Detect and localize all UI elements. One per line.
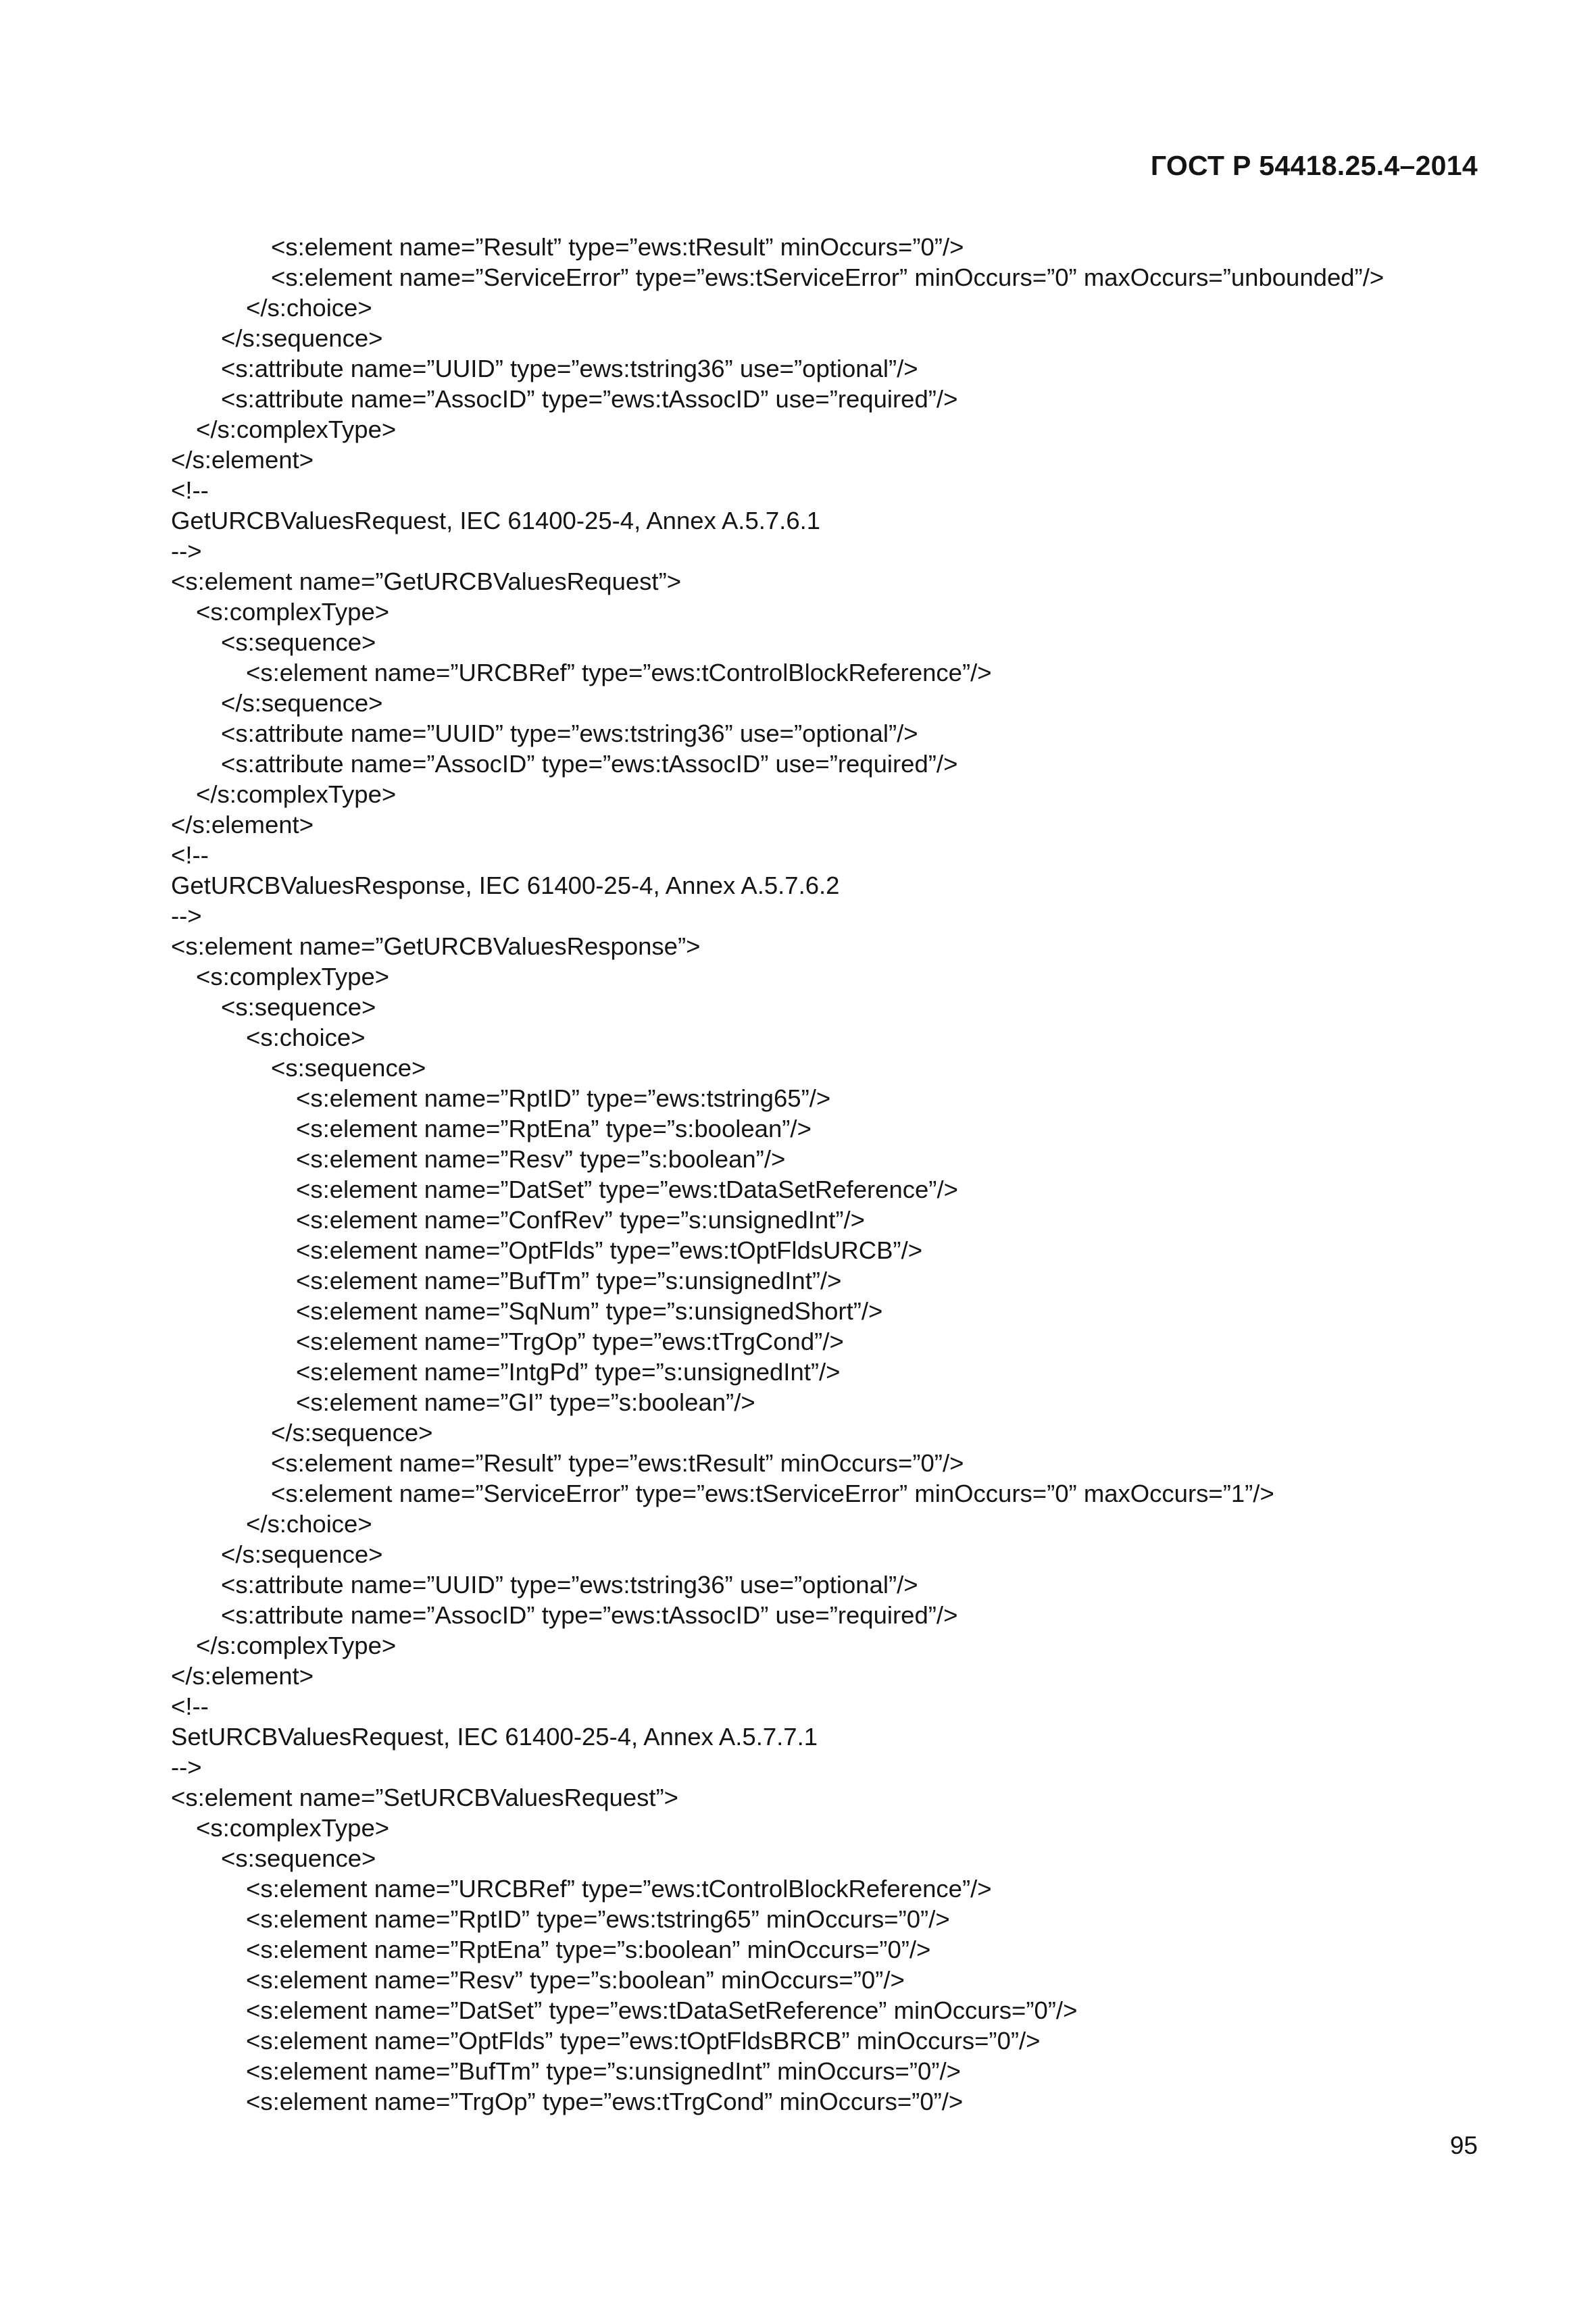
code-line: <s:element name=”GetURCBValuesResponse”> [171, 932, 701, 960]
code-line: <s:element name=”RptEna” type=”s:boolean” minOccurs=”0”/> [246, 1936, 931, 1963]
xml-schema-code-listing [171, 232, 1489, 2117]
code-line: <s:element name=”RptID” type=”ews:tstring65” minOccurs=”0”/> [246, 1905, 950, 1933]
code-line: <s:element name=”ConfRev” type=”s:unsignedInt”/> [296, 1206, 865, 1234]
code-line: <s:element name=”URCBRef” type=”ews:tControlBlockReference”/> [246, 659, 992, 686]
code-line: <s:element name=”Result” type=”ews:tResult” minOccurs=”0”/> [271, 233, 964, 261]
code-line: SetURCBValuesRequest, IEC 61400-25-4, Annex A.5.7.7.1 [171, 1723, 818, 1751]
code-line: <s:element name=”OptFlds” type=”ews:tOptFldsURCB”/> [296, 1236, 923, 1264]
code-line: </s:sequence> [221, 689, 383, 717]
code-line: </s:complexType> [196, 416, 397, 443]
code-line: <s:element name=”DatSet” type=”ews:tDataSetReference”/> [296, 1176, 958, 1203]
code-line: <s:element name=”BufTm” type=”s:unsignedInt” minOccurs=”0”/> [246, 2057, 961, 2085]
code-line: GetURCBValuesResponse, IEC 61400-25-4, Annex A.5.7.6.2 [171, 872, 840, 899]
page-number: 95 [1449, 2132, 1478, 2159]
code-line: </s:sequence> [221, 324, 383, 352]
code-line: <s:choice> [246, 1024, 366, 1051]
code-line: <s:element name=”RptID” type=”ews:tstring65”/> [296, 1084, 831, 1112]
code-line: </s:element> [171, 811, 314, 838]
code-line: GetURCBValuesRequest, IEC 61400-25-4, Annex A.5.7.6.1 [171, 507, 821, 534]
code-line: <s:element name=”IntgPd” type=”s:unsignedInt”/> [296, 1358, 841, 1386]
code-line: </s:element> [171, 1662, 314, 1690]
code-line: <s:attribute name=”AssocID” type=”ews:tAssocID” use=”required”/> [221, 385, 958, 413]
code-line: <s:attribute name=”AssocID” type=”ews:tAssocID” use=”required”/> [221, 1601, 958, 1629]
code-line: --> [171, 537, 202, 565]
code-line: <s:element name=”Result” type=”ews:tResult” minOccurs=”0”/> [271, 1449, 964, 1477]
code-line: </s:complexType> [196, 780, 397, 808]
code-line: <s:attribute name=”UUID” type=”ews:tstring36” use=”optional”/> [221, 720, 918, 747]
code-line: --> [171, 1753, 202, 1781]
code-line: <s:attribute name=”AssocID” type=”ews:tAssocID” use=”required”/> [221, 750, 958, 778]
code-line: <s:attribute name=”UUID” type=”ews:tstring36” use=”optional”/> [221, 355, 918, 382]
code-line: <s:element name=”ServiceError” type=”ews:tServiceError” minOccurs=”0” maxOccurs=”unbounded”/> [271, 263, 1385, 291]
code-line: <s:element name=”SqNum” type=”s:unsignedShort”/> [296, 1297, 883, 1325]
code-line: <!-- [171, 1692, 209, 1720]
code-line: <s:sequence> [271, 1054, 426, 1082]
code-line: </s:choice> [246, 294, 372, 322]
code-line: <!-- [171, 476, 209, 504]
code-line: </s:sequence> [221, 1540, 383, 1568]
code-line: <s:attribute name=”UUID” type=”ews:tstring36” use=”optional”/> [221, 1571, 918, 1599]
code-line: <s:element name=”ServiceError” type=”ews:tServiceError” minOccurs=”0” maxOccurs=”1”/> [271, 1480, 1274, 1507]
code-line: <s:element name=”TrgOp” type=”ews:tTrgCond”/> [296, 1328, 844, 1355]
code-line: <s:element name=”GetURCBValuesRequest”> [171, 568, 682, 595]
code-line: <s:element name=”BufTm” type=”s:unsignedInt”/> [296, 1267, 842, 1294]
code-line: <s:element name=”SetURCBValuesRequest”> [171, 1784, 678, 1811]
page-header-standard-code: ГОСТ Р 54418.25.4–2014 [1150, 150, 1478, 181]
code-line: <s:element name=”GI” type=”s:boolean”/> [296, 1388, 755, 1416]
code-line: <s:sequence> [221, 628, 376, 656]
code-line: <s:element name=”TrgOp” type=”ews:tTrgCond” minOccurs=”0”/> [246, 2088, 964, 2115]
code-line: <s:element name=”OptFlds” type=”ews:tOptFldsBRCB” minOccurs=”0”/> [246, 2027, 1041, 2055]
code-line: <s:element name=”RptEna” type=”s:boolean”/> [296, 1115, 812, 1142]
code-line: </s:sequence> [271, 1419, 433, 1447]
code-line: <s:sequence> [221, 1844, 376, 1872]
code-line: <s:complexType> [196, 598, 390, 626]
code-line: </s:choice> [246, 1510, 372, 1538]
code-line: <s:complexType> [196, 1814, 390, 1842]
code-line: <s:complexType> [196, 963, 390, 990]
code-line: <s:element name=”Resv” type=”s:boolean” minOccurs=”0”/> [246, 1966, 905, 1994]
code-line: <s:element name=”DatSet” type=”ews:tDataSetReference” minOccurs=”0”/> [246, 1996, 1078, 2024]
code-line: <!-- [171, 841, 209, 869]
code-line: <s:sequence> [221, 993, 376, 1021]
code-line: --> [171, 902, 202, 930]
code-line: </s:complexType> [196, 1632, 397, 1659]
code-line: <s:element name=”Resv” type=”s:boolean”/> [296, 1145, 786, 1173]
code-line: <s:element name=”URCBRef” type=”ews:tControlBlockReference”/> [246, 1875, 992, 1903]
code-line: </s:element> [171, 446, 314, 474]
